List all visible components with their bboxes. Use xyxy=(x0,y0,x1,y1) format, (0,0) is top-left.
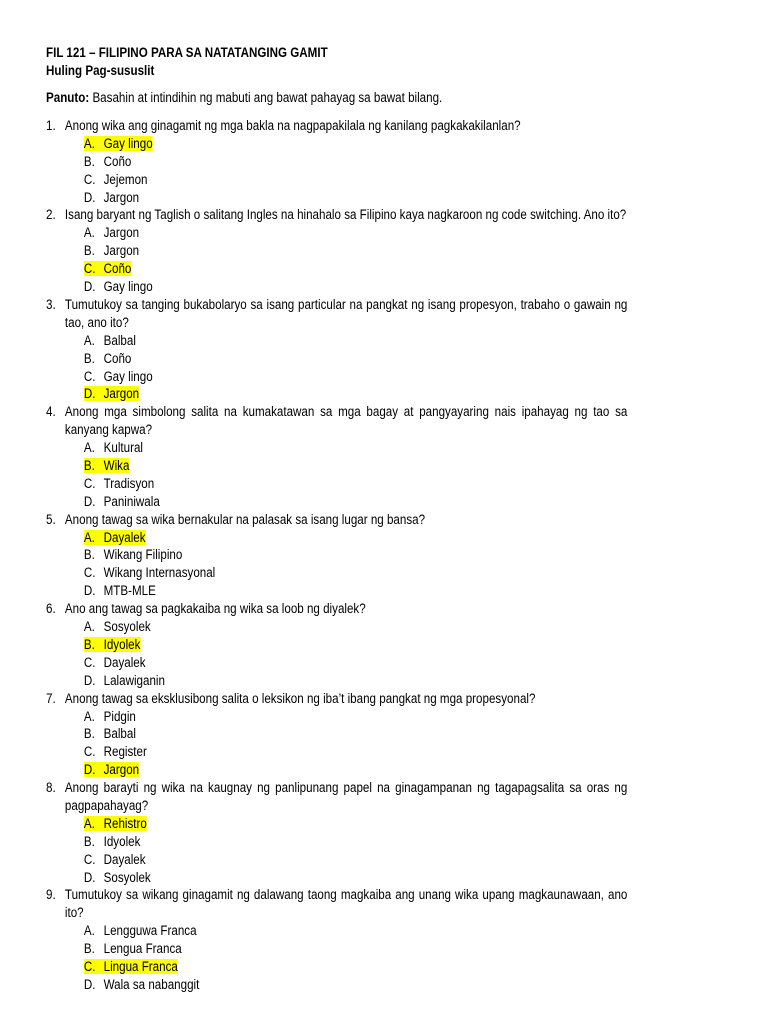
option-list xyxy=(84,815,628,887)
option-letter: B. xyxy=(83,458,95,474)
option-text: Jargon xyxy=(103,386,140,402)
option-wrap xyxy=(84,709,136,724)
option-item xyxy=(84,743,628,761)
option-text: Wikang Filipino xyxy=(103,547,183,563)
option-wrap xyxy=(84,547,183,562)
option-item xyxy=(84,189,628,207)
option-letter: B. xyxy=(83,547,95,563)
question-number: 9. xyxy=(46,887,56,903)
option-letter: C. xyxy=(83,368,96,384)
option-wrap xyxy=(84,834,141,849)
question-text: Tumutukoy sa tanging bukabolaryo sa isang particular na pangkat ng isang propesyon, trabaho o gawain ng tao, ano ito? xyxy=(64,296,628,330)
question-number: 1. xyxy=(46,118,56,133)
option-wrap xyxy=(84,243,139,258)
option-wrap xyxy=(84,279,153,294)
option-letter: C. xyxy=(83,261,96,277)
question-list xyxy=(46,117,627,994)
option-letter: C. xyxy=(83,744,96,760)
option-text: Gay lingo xyxy=(103,135,153,151)
page-title: FIL 121 – FILIPINO PARA SA NATATANGING GAMIT xyxy=(46,45,328,60)
question-row xyxy=(46,206,627,224)
option-letter: B. xyxy=(83,243,95,259)
question-row xyxy=(46,117,627,135)
option-text: Jargon xyxy=(103,189,140,205)
question-text: Anong tawag sa wika bernakular na palasak sa isang lugar ng bansa? xyxy=(64,511,426,527)
option-item xyxy=(84,654,628,672)
option-text: MTB-MLE xyxy=(103,583,156,599)
option-wrap xyxy=(84,583,156,598)
option-letter: D. xyxy=(83,493,96,509)
question-text: Anong mga simbolong salita na kumakatawan sa mga bagay at pangyayaring nais ipahayag ng tao sa kanyang kapwa? xyxy=(64,404,628,438)
option-letter: B. xyxy=(83,941,95,957)
option-text: Coño xyxy=(103,261,132,277)
question-row xyxy=(46,600,627,618)
option-letter: A. xyxy=(83,135,95,151)
question-number: 2. xyxy=(46,207,56,223)
option-wrap xyxy=(84,923,197,938)
option-text: Idyolek xyxy=(103,636,141,652)
option-item xyxy=(84,833,628,851)
question-text: Isang baryant ng Taglish o salitang Ingles na hinahalo sa Filipino kaya nagkaroon ng code switching. Ano ito? xyxy=(64,207,627,223)
option-text: Dayalek xyxy=(103,851,146,867)
question-number: 7. xyxy=(46,690,56,706)
option-wrap xyxy=(84,619,151,634)
option-letter: D. xyxy=(83,976,96,992)
option-text: Wala sa nabanggit xyxy=(103,976,200,992)
option-letter: A. xyxy=(83,332,95,348)
option-letter: D. xyxy=(83,672,96,688)
question-number: 8. xyxy=(46,780,56,796)
option-item xyxy=(84,368,628,386)
question-number: 3. xyxy=(46,296,56,312)
option-list xyxy=(84,332,628,404)
option-wrap xyxy=(84,369,153,384)
question-item xyxy=(46,296,627,403)
question-number: 4. xyxy=(46,404,56,420)
option-letter: A. xyxy=(83,815,95,831)
option-text: Idyolek xyxy=(103,833,141,849)
answer-highlight xyxy=(84,458,130,473)
option-letter: C. xyxy=(83,851,96,867)
option-item xyxy=(84,171,628,189)
option-wrap xyxy=(84,225,139,240)
option-wrap xyxy=(84,852,146,867)
option-text: Rehistro xyxy=(103,815,147,831)
option-letter: B. xyxy=(83,636,95,652)
option-text: Coño xyxy=(103,350,132,366)
question-row xyxy=(46,296,627,332)
question-item xyxy=(46,690,627,779)
option-letter: A. xyxy=(83,923,95,939)
document-content xyxy=(46,44,627,994)
answer-highlight xyxy=(84,530,146,545)
option-item-answer xyxy=(84,385,628,403)
option-wrap xyxy=(84,726,136,741)
option-letter: C. xyxy=(83,565,96,581)
option-letter: D. xyxy=(83,189,96,205)
option-item-answer xyxy=(84,958,628,976)
option-letter: D. xyxy=(83,869,96,885)
option-item xyxy=(84,976,628,994)
option-text: Coño xyxy=(103,153,132,169)
option-text: Paniniwala xyxy=(103,493,160,509)
option-text: Wika xyxy=(103,458,130,474)
option-text: Jargon xyxy=(103,762,140,778)
question-number: 6. xyxy=(46,601,56,617)
option-text: Balbal xyxy=(103,332,136,348)
answer-highlight xyxy=(84,762,139,777)
option-item xyxy=(84,618,628,636)
question-item xyxy=(46,206,627,295)
option-item-answer xyxy=(84,761,628,779)
option-wrap xyxy=(84,941,182,956)
option-item xyxy=(84,350,628,368)
option-text: Dayalek xyxy=(103,654,146,670)
question-text: Anong tawag sa eksklusibong salita o leksikon ng iba’t ibang pangkat ng mga propesyonal? xyxy=(64,690,536,706)
option-item xyxy=(84,546,628,564)
question-text: Ano ang tawag sa pagkakaiba ng wika sa loob ng diyalek? xyxy=(64,601,366,617)
option-wrap xyxy=(84,673,165,688)
option-item xyxy=(84,332,628,350)
question-item xyxy=(46,600,627,689)
question-row xyxy=(46,779,627,815)
question-row xyxy=(46,886,627,922)
option-item xyxy=(84,869,628,887)
option-text: Pidgin xyxy=(103,708,136,724)
option-text: Sosyolek xyxy=(103,619,151,635)
option-text: Register xyxy=(103,744,147,760)
option-wrap xyxy=(84,476,154,491)
answer-highlight xyxy=(84,959,178,974)
option-wrap xyxy=(84,977,200,992)
option-item xyxy=(84,278,628,296)
question-text: Anong barayti ng wika na kaugnay ng panlipunang papel na ginagampanan ng tagapagsalita sa oras ng pagpapahayag? xyxy=(64,780,628,813)
option-item-answer xyxy=(84,815,628,833)
option-text: Lingua Franca xyxy=(103,959,178,975)
option-wrap xyxy=(84,440,143,455)
question-row xyxy=(46,403,627,439)
option-letter: B. xyxy=(83,833,95,849)
option-text: Gay lingo xyxy=(103,368,153,384)
question-text: Tumutukoy sa wikang ginagamit ng dalawang taong magkaiba ang unang wika upang magkaunawaan, ano ito? xyxy=(64,887,628,921)
option-wrap xyxy=(84,744,147,759)
option-text: Lengua Franca xyxy=(103,941,182,957)
option-item-answer xyxy=(84,135,628,153)
option-item xyxy=(84,564,628,582)
option-item xyxy=(84,940,628,958)
question-row xyxy=(46,690,627,708)
option-item xyxy=(84,439,628,457)
instructions-label: Panuto: xyxy=(46,90,90,105)
answer-highlight xyxy=(84,816,147,831)
option-wrap xyxy=(84,494,160,509)
option-item-answer xyxy=(84,457,628,475)
option-text: Wikang Internasyonal xyxy=(103,565,216,581)
option-wrap xyxy=(84,333,136,348)
option-list xyxy=(84,618,628,690)
answer-highlight xyxy=(84,261,132,276)
question-item xyxy=(46,117,627,206)
option-text: Lalawiganin xyxy=(103,672,165,688)
option-list xyxy=(84,529,628,601)
option-wrap xyxy=(84,154,132,169)
option-letter: B. xyxy=(83,726,95,742)
option-text: Tradisyon xyxy=(103,475,155,491)
question-item xyxy=(46,403,627,510)
option-letter: C. xyxy=(83,959,96,975)
option-text: Dayalek xyxy=(103,529,146,545)
question-item xyxy=(46,779,627,886)
option-letter: C. xyxy=(83,475,96,491)
option-letter: A. xyxy=(83,619,95,635)
option-letter: D. xyxy=(83,279,96,295)
option-letter: A. xyxy=(83,529,95,545)
option-text: Jejemon xyxy=(103,171,148,187)
instructions xyxy=(46,89,627,107)
option-wrap xyxy=(84,655,146,670)
option-item xyxy=(84,493,628,511)
option-item xyxy=(84,708,628,726)
option-letter: C. xyxy=(83,171,96,187)
option-item xyxy=(84,475,628,493)
option-text: Sosyolek xyxy=(103,869,151,885)
option-text: Jargon xyxy=(103,225,140,241)
option-text: Lengguwa Franca xyxy=(103,923,197,939)
option-item-answer xyxy=(84,529,628,547)
question-row xyxy=(46,511,627,529)
option-item-answer xyxy=(84,636,628,654)
option-item xyxy=(84,153,628,171)
option-item xyxy=(84,242,628,260)
option-letter: C. xyxy=(83,654,96,670)
question-number: 5. xyxy=(46,511,56,527)
option-text: Balbal xyxy=(103,726,136,742)
option-wrap xyxy=(84,190,139,205)
option-item xyxy=(84,224,628,242)
option-item xyxy=(84,672,628,690)
option-letter: B. xyxy=(83,350,95,366)
question-item xyxy=(46,886,627,993)
page-subtitle: Huling Pag-sususlit xyxy=(46,63,155,78)
option-letter: A. xyxy=(83,225,95,241)
option-item xyxy=(84,582,628,600)
option-wrap xyxy=(84,870,151,885)
option-text: Jargon xyxy=(103,243,140,259)
option-letter: D. xyxy=(83,386,96,402)
option-list xyxy=(84,135,628,207)
option-list xyxy=(84,224,628,296)
option-wrap xyxy=(84,172,148,187)
option-letter: A. xyxy=(83,440,95,456)
option-item-answer xyxy=(84,260,628,278)
option-text: Gay lingo xyxy=(103,279,153,295)
option-list xyxy=(84,439,628,511)
option-letter: D. xyxy=(83,583,96,599)
question-text: Anong wika ang ginagamit ng mga bakla na nagpapakilala ng kanilang pagkakakilanlan? xyxy=(64,118,521,133)
option-list xyxy=(84,708,628,780)
option-letter: B. xyxy=(83,153,95,169)
option-letter: A. xyxy=(83,708,95,724)
option-list xyxy=(84,922,628,994)
option-wrap xyxy=(84,565,215,580)
option-wrap xyxy=(84,351,132,366)
answer-highlight xyxy=(84,637,141,652)
instructions-text: Basahin at intindihin ng mabuti ang bawat pahayag sa bawat bilang. xyxy=(89,90,443,105)
option-letter: D. xyxy=(83,762,96,778)
question-item xyxy=(46,511,627,600)
option-item xyxy=(84,922,628,940)
option-text: Kultural xyxy=(103,440,143,456)
answer-highlight xyxy=(84,136,153,151)
option-item xyxy=(84,851,628,869)
option-item xyxy=(84,725,628,743)
answer-highlight xyxy=(84,386,139,401)
